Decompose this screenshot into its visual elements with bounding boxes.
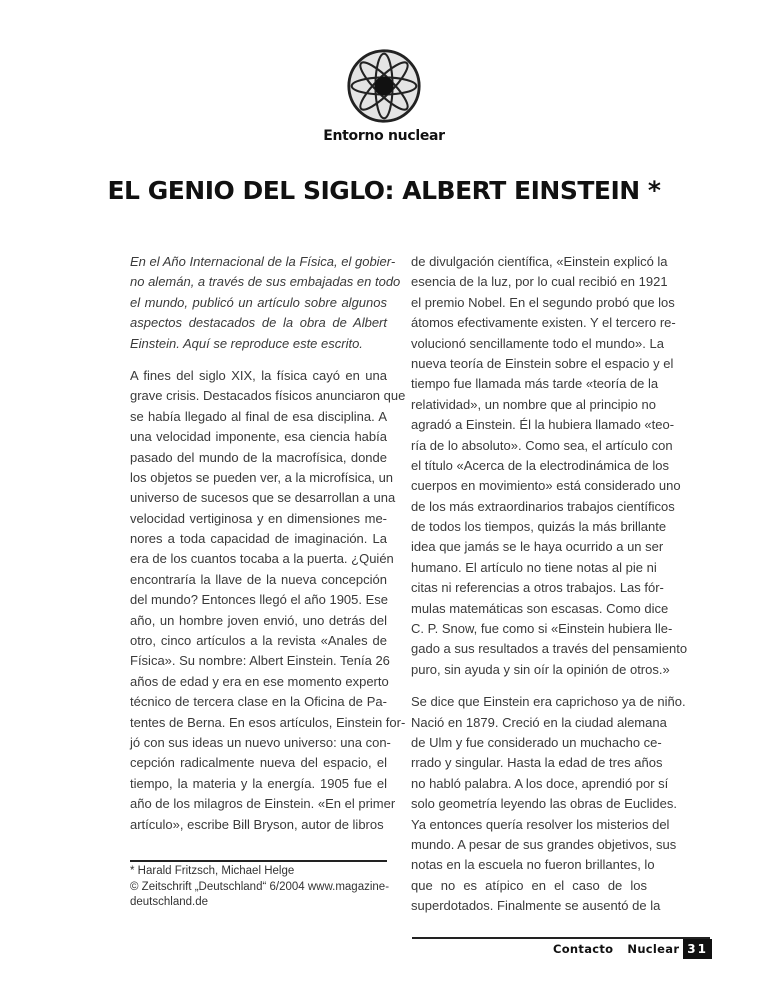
right-column (411, 252, 688, 929)
text-line: agradó a Einstein. Él la hubiera llamado «teo- (411, 417, 675, 433)
text-line: de Ulm y fue considerado un muchacho ce- (411, 734, 662, 750)
text-line: grave crisis. Destacados físicos anunciaron que (130, 388, 406, 404)
text-line: humano. El artículo no tiene notas al pie ni (411, 559, 657, 575)
text-line: que no es atípico en el caso de los (411, 877, 647, 893)
text-line: del mundo? Entonces llegó el año 1905. Ese (130, 592, 389, 608)
text-line: artículo», escribe Bill Bryson, autor de libros (130, 816, 384, 832)
text-line: el premio Nobel. En el segundo probó que los (411, 294, 675, 310)
body-paragraph (411, 692, 686, 916)
text-line: Einstein. Aquí se reproduce este escrito. (130, 335, 363, 351)
article-title: EL GENIO DEL SIGLO: ALBERT EINSTEIN * (107, 176, 661, 205)
atom-flower-logo-icon (346, 48, 422, 124)
text-line: no alemán, a través de sus embajadas en todo (130, 274, 401, 290)
text-line: ría de lo absoluto». Como sea, el artículo con (411, 437, 673, 453)
text-line: idea que jamás se le haya ocurrido a un ser (411, 539, 664, 555)
section-label: Entorno nuclear (323, 128, 445, 144)
text-line: solo geometría leyendo las obras de Euclides. (411, 796, 677, 812)
text-line: volucionó sencillamente todo el mundo». La (411, 335, 664, 351)
text-line: mundo. A pesar de sus grandes objetivos, sus (411, 836, 677, 852)
body-paragraph (130, 366, 406, 835)
text-line: mulas matemáticas son escasas. Como dice (411, 600, 669, 616)
text-line: puro, sin ayuda y sin oír la opinión de otros.» (411, 661, 670, 677)
text-line: el mundo, publicó un artículo sobre algunos (130, 294, 387, 310)
text-line: pasado del mundo de la macrofísica, donde (130, 449, 387, 465)
text-line: cepción radicalmente nueva del espacio, el (130, 755, 387, 771)
text-line: de todos los tiempos, quizás la más brillante (411, 519, 667, 535)
text-line: no habló palabra. A los doce, aprendió por sí (411, 775, 669, 791)
text-line: encontraría la llave de la nueva concepción (130, 571, 387, 587)
text-line: años de edad y era en ese momento experto (130, 673, 389, 689)
publication-name-2: Nuclear (627, 942, 680, 956)
body-paragraph (411, 252, 688, 680)
text-line: Nació en 1879. Creció en la ciudad alemana (411, 714, 667, 730)
text-line: los objetos se pueden ver, a la microfísica, un (130, 469, 394, 485)
text-line: aspectos destacados de la obra de Albert (130, 315, 387, 331)
text-line: año, un hombre joven envió, uno detrás del (130, 612, 387, 628)
text-line: jó con sus ideas un nuevo universo: una con- (130, 734, 391, 750)
text-line: era de los cuantos tocaba a la puerta. ¿Quién (130, 551, 394, 567)
text-line: tiempo, la materia y la energía. 1905 fue el (130, 775, 387, 791)
left-column (130, 252, 406, 847)
footnote-authors: * Harald Fritzsch, Michael Helge (130, 865, 295, 877)
intro-paragraph (130, 252, 401, 354)
footnote (130, 864, 390, 911)
footnote-source: © Zeitschrift „Deutschland“ 6/2004 www.magazine- (130, 880, 390, 893)
text-line: superdotados. Finalmente se ausentó de la (411, 898, 661, 914)
text-line: Física». Su nombre: Albert Einstein. Tenía 26 (130, 653, 390, 669)
text-line: En el Año Internacional de la Física, el gobier- (130, 254, 396, 269)
text-line: otro, cinco artículos a la revista «Anales de (130, 633, 387, 649)
text-line: universo de sucesos que se desarrollan a una (130, 490, 396, 506)
text-line: notas en la escuela no fueron brillantes, lo (411, 857, 655, 873)
text-line: el título «Acerca de la electrodinámica de los (411, 457, 669, 473)
text-line: gado a sus resultados a través del pensamiento (411, 641, 688, 657)
text-line: de divulgación científica, «Einstein explicó la (411, 254, 668, 269)
text-line: de los más extraordinarios trabajos científicos (411, 498, 675, 514)
text-line: se había llegado al final de esa disciplina. A (130, 408, 387, 424)
text-line: nueva teoría de Einstein sobre el espacio y el (411, 355, 674, 371)
text-line: una velocidad imponente, esa ciencia había (130, 429, 387, 445)
page-footer (553, 939, 712, 959)
text-line: citas ni referencias a otros trabajos. Las fór- (411, 580, 664, 596)
text-line: A fines del siglo XIX, la física cayó en una (130, 367, 387, 383)
page-number: 31 (683, 939, 712, 959)
text-line: tentes de Berna. En esos artículos, Einstein for- (130, 714, 406, 730)
text-line: esencia de la luz, por lo cual recibió en 1921 (411, 274, 668, 290)
text-line: año de los milagros de Einstein. «En el primer (130, 796, 396, 812)
text-line: Se dice que Einstein era caprichoso ya de niño. (411, 694, 686, 710)
text-line: relatividad», un nombre que al principio no (411, 396, 656, 412)
text-line: rrado y singular. Hasta la edad de tres años (411, 755, 663, 771)
text-line: Ya entonces quería resolver los misterios del (411, 816, 670, 832)
text-line: nores a toda capacidad de imaginación. La (130, 531, 387, 547)
footnote-source-cont: deutschland.de (130, 896, 209, 908)
text-line: velocidad vertiginosa y en dimensiones me- (130, 510, 387, 526)
publication-name: Contacto (552, 942, 614, 956)
text-line: cuerpos en movimiento» está considerado uno (411, 478, 681, 494)
text-line: tiempo fue llamada más tarde «teoría de la (411, 376, 659, 392)
text-line: técnico de tercera clase en la Oficina de Pa- (130, 694, 387, 710)
footnote-divider (130, 860, 387, 862)
text-line: átomos efectivamente existen. Y el tercero re- (411, 315, 676, 331)
text-line: C. P. Snow, fue como si «Einstein hubiera lle- (411, 621, 673, 637)
